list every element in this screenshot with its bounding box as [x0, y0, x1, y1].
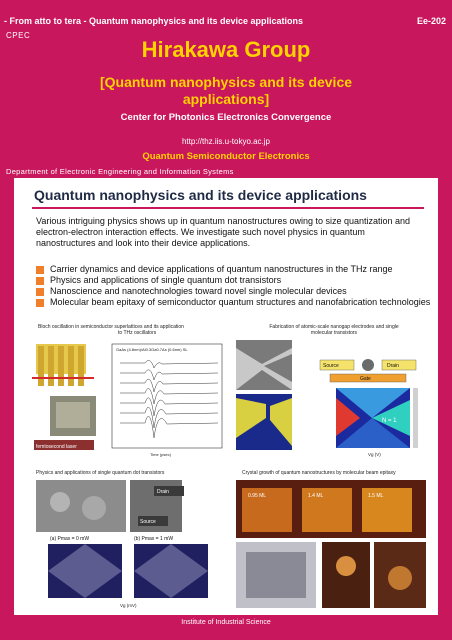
qd-sem-dot: [50, 492, 70, 512]
figure-1-caption: [38, 324, 238, 336]
list-item-text: Physics and applications of single quantum dot transistors: [50, 275, 282, 285]
stability-xlabel: Vg (V): [368, 452, 381, 457]
content-panel: [14, 178, 438, 615]
colorbar: [413, 388, 418, 448]
coverage-label-2: 1.4 ML: [308, 493, 324, 499]
center-name: Center for Photonics Electronics Convergence: [120, 112, 332, 123]
bullet-square-icon: [36, 266, 44, 274]
list-item-text: Nanoscience and nanotechnologies toward novel single molecular devices: [50, 286, 347, 296]
figure-4-caption: Crystal growth of quantum nanostructures by molecular beam epitaxy: [242, 470, 396, 476]
figure-1-caption-line-2: to THz oscillators: [118, 330, 157, 336]
charge-state-label: N = 1: [382, 418, 397, 424]
bloch-graph-frame: [112, 344, 222, 448]
cpec-label: CPEC: [6, 31, 31, 40]
figure-1-caption-line-1: Bloch oscillation in semiconductor superlattices and its application: [38, 324, 184, 330]
qd-sem-image: [36, 480, 126, 532]
figure-3-graphic: [30, 478, 230, 610]
topic-list: [36, 264, 431, 308]
tagline: - From atto to tera - Quantum nanophysics and its device applications: [4, 16, 304, 26]
plot-a-label: (a) Pmax = 0 mW: [50, 536, 90, 542]
gate-label: Gate: [360, 376, 371, 382]
laser-setup-photo-detail: [56, 402, 90, 428]
bloch-graph-xlabel: Time (psec): [150, 452, 171, 457]
qd-source-label: Source: [140, 519, 156, 525]
figure-2-graphic: [232, 338, 432, 458]
department-name: Department of Electronic Engineering and Information Systems: [6, 167, 234, 176]
list-item-text: Carrier dynamics and device applications of quantum nanostructures in the THz range: [50, 264, 393, 274]
qd-sem-dot: [82, 496, 106, 520]
division-name: Quantum Semiconductor Electronics: [142, 151, 310, 162]
figure-1-graphic: [30, 338, 230, 458]
group-url[interactable]: http://thz.iis.u-tokyo.ac.jp: [181, 137, 271, 146]
top-bar: [0, 13, 452, 31]
list-item: [36, 297, 431, 308]
list-item-text: Molecular beam epitaxy of semiconductor quantum structures and nanofabrication technologies: [50, 297, 431, 307]
drain-label: Drain: [387, 363, 399, 369]
section-heading: Quantum nanophysics and its device applications: [34, 187, 367, 203]
qd-drain-label: Drain: [157, 489, 169, 495]
molecule-icon: [362, 359, 374, 371]
heading-rule: [32, 207, 424, 209]
list-item: [36, 286, 431, 297]
figure-2-caption-line-2: molecular transistors: [310, 330, 358, 336]
bullet-square-icon: [36, 299, 44, 307]
nanostructure-dot: [388, 566, 412, 590]
plot-b-label: (b) Pmax = 1 mW: [134, 536, 174, 542]
subtitle-line-1: [Quantum nanophysics and its device: [99, 74, 353, 90]
bloch-graph-label: GaAs (4.8nm)/Al0.3Ga0.7As (0.6nm) SL: [116, 347, 188, 352]
nanostructure-dot: [336, 556, 356, 576]
superlattice-drawing: [32, 344, 94, 386]
list-item: [36, 275, 431, 286]
laser-label: femtosecond laser: [36, 444, 77, 450]
group-title: Hirakawa Group: [141, 37, 311, 62]
footer-institute: Institute of Industrial Science: [181, 619, 271, 626]
list-item: [36, 264, 431, 275]
source-label: Source: [323, 363, 339, 369]
mbe-chamber-photo-detail: [246, 552, 306, 598]
figure-3-caption: Physics and applications of single quantum dot transistors: [36, 470, 165, 476]
intro-paragraph: Various intriguing physics shows up in quantum nanostructures owing to size quantization and electron-electron interaction effects. We investigate such novel physics in quantum nanostructures and look into their device applications.: [36, 216, 411, 248]
poster-code: Ee-202: [416, 16, 446, 26]
coverage-label-1: 0.95 ML: [248, 493, 267, 499]
qd-xlabel: Vg (mV): [120, 603, 137, 608]
coverage-label-3: 1.5 ML: [368, 493, 384, 499]
group-subtitle: [60, 74, 392, 108]
figure-2-caption: [244, 324, 424, 336]
subtitle-line-2: applications]: [182, 91, 270, 107]
bullet-square-icon: [36, 277, 44, 285]
figure-4-graphic: [232, 478, 432, 610]
bullet-square-icon: [36, 288, 44, 296]
figure-2-caption-line-1: Fabrication of atomic-scale nanogap electrodes and single: [269, 324, 399, 330]
